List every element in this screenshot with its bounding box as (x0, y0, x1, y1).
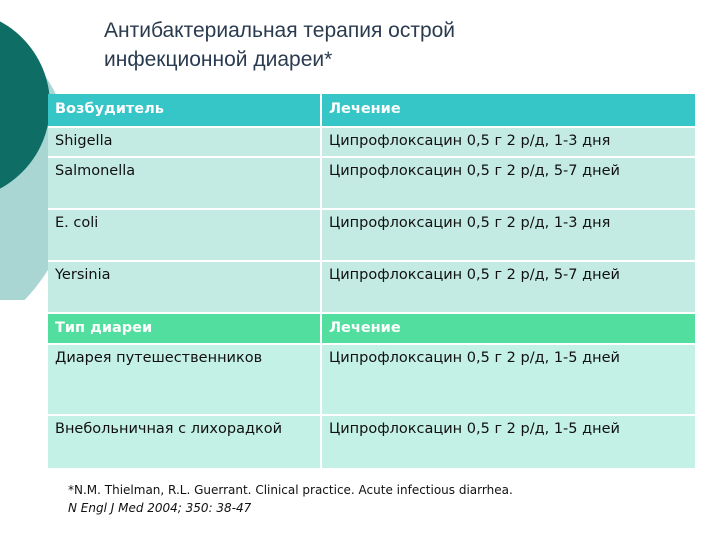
table-header-pathogen (48, 94, 696, 127)
pathogen-cell: Yersinia (48, 261, 321, 313)
footnote-source: *N.M. Thielman, R.L. Guerrant. Clinical practice. Acute infectious diarrhea. (68, 483, 513, 497)
header-cell-pathogen: Возбудитель (48, 94, 321, 127)
table-row (48, 209, 696, 261)
treatment-cell: Ципрофлоксацин 0,5 г 2 р/д, 5-7 дней (321, 157, 696, 209)
pathogen-cell: Shigella (48, 127, 321, 157)
treatment-cell: Ципрофлоксацин 0,5 г 2 р/д, 1-3 дня (321, 209, 696, 261)
table-row (48, 344, 696, 415)
header-cell-diarrhea-type: Тип диареи (48, 313, 321, 344)
table-row (48, 127, 696, 157)
pathogen-cell: Salmonella (48, 157, 321, 209)
title-line-1: Антибактериальная терапия острой (104, 19, 456, 42)
treatment-cell: Ципрофлоксацин 0,5 г 2 р/д, 1-5 дней (321, 344, 696, 415)
diarrhea-type-cell: Диарея путешественников (48, 344, 321, 415)
header-cell-treatment: Лечение (321, 94, 696, 127)
table-row (48, 261, 696, 313)
table-row (48, 415, 696, 469)
footnote (68, 481, 513, 517)
slide-title (104, 16, 664, 74)
pathogen-cell: E. coli (48, 209, 321, 261)
treatment-table (48, 94, 697, 470)
treatment-cell: Ципрофлоксацин 0,5 г 2 р/д, 1-5 дней (321, 415, 696, 469)
treatment-cell: Ципрофлоксацин 0,5 г 2 р/д, 1-3 дня (321, 127, 696, 157)
title-line-2: инфекционной диареи* (104, 48, 333, 71)
footnote-journal: N Engl J Med 2004; 350: 38-47 (68, 501, 252, 515)
treatment-cell: Ципрофлоксацин 0,5 г 2 р/д, 5-7 дней (321, 261, 696, 313)
table-header-diarrhea-type (48, 313, 696, 344)
table-row (48, 157, 696, 209)
header-cell-treatment: Лечение (321, 313, 696, 344)
diarrhea-type-cell: Внебольничная с лихорадкой (48, 415, 321, 469)
